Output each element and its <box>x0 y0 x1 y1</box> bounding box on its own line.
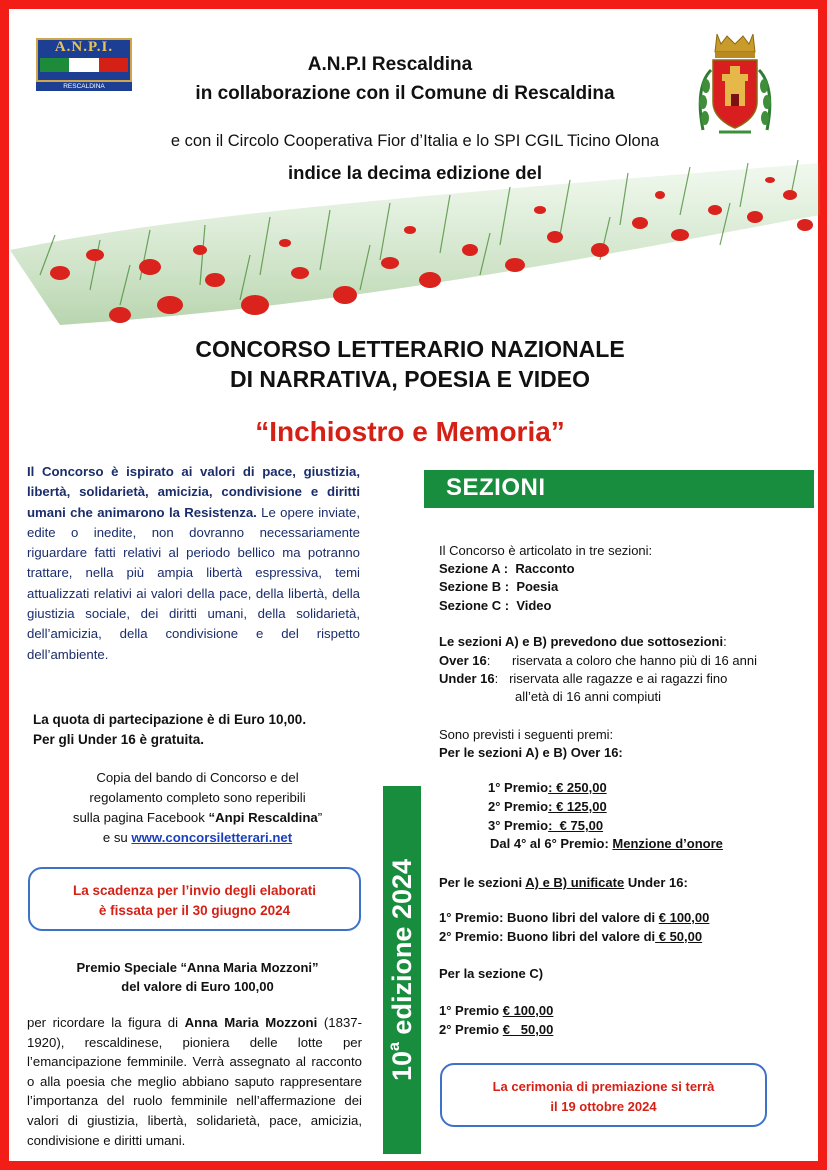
premio-speciale-line-1: Premio Speciale “Anna Maria Mozzoni” <box>76 960 319 975</box>
sezione-c <box>439 597 551 616</box>
ricordo-pre: per ricordare la figura di <box>27 1015 185 1030</box>
sezioni-title: SEZIONI <box>446 474 546 501</box>
header-line-4: indice la decima edizione del <box>288 162 542 183</box>
quota-text <box>33 710 363 750</box>
over16-row <box>439 652 757 671</box>
sezioni-header-bar <box>424 470 814 508</box>
sezione-c-premio-1-row <box>439 1002 553 1021</box>
premio-2-label: 2° Premio <box>488 799 549 814</box>
bando-line-4-pre: e su <box>102 830 132 845</box>
edition-vertical-banner <box>383 786 421 1154</box>
premio-speciale-description <box>27 1013 362 1150</box>
under16-premio-2-row <box>439 928 702 947</box>
cerimonia-line-2: il 19 ottobre 2024 <box>550 1099 657 1114</box>
under16-row <box>439 670 727 689</box>
sezioni-intro: Il Concorso è articolato in tre sezioni: <box>439 543 653 558</box>
premio-speciale-title <box>40 958 355 996</box>
under16-text-2: all’età di 16 anni compiuti <box>515 689 661 704</box>
scadenza-box <box>28 867 361 931</box>
header-line-2: in collaborazione con il Comune di Rescaldina <box>195 83 615 104</box>
anpi-logo-subtitle: RESCALDINA <box>36 82 132 91</box>
ricordo-post: (1837-1920), rescaldinese, pioniera delle lotte per l’emancipazione femminile. Verrà assegnato al racconto o alla poesia che meglio abbiano saputo rappresentare l’importanza del ruolo femminile nell’affermazione dei valori di giustizia, libertà, solidarietà, pace, amicizia, condivisione e diritti umani. <box>27 1015 363 1148</box>
under16-premio-1-value: € 100,00 <box>658 910 710 925</box>
sezione-c-premio-2-label: 2° Premio <box>439 1022 503 1037</box>
premi-ab-title <box>439 744 623 763</box>
over16-text: : riservata a coloro che hanno più di 16 anni <box>486 653 757 668</box>
bando-line-1: Copia del bando di Concorso e del <box>96 770 299 785</box>
bando-line-3-post: ” <box>317 810 323 825</box>
under16-premio-2-label: 2° Premio: Buono libri del valore di <box>439 929 656 944</box>
intro-paragraph <box>27 462 360 665</box>
sezione-c-title-text: Per la sezione C) <box>439 966 544 981</box>
under16-premio-1-label: 1° Premio: Buono libri del valore di <box>439 910 659 925</box>
premi-intro: Sono previsti i seguenti premi: <box>439 727 614 742</box>
sezione-b-value: Poesia <box>516 579 559 594</box>
sezione-c-premio-2-value: € 50,00 <box>502 1022 554 1037</box>
premio-1-label: 1° Premio <box>488 780 549 795</box>
edition-number: 10 <box>387 1050 417 1082</box>
bando-line-2: regolamento completo sono reperibili <box>89 790 306 805</box>
premio-speciale-line-2: del valore di Euro 100,00 <box>121 979 274 994</box>
premio-4-6-row <box>490 835 723 854</box>
scadenza-line-2: è fissata per il 30 giugno 2024 <box>98 903 291 918</box>
bando-info <box>40 768 355 848</box>
sezione-c-premio-1-value: € 100,00 <box>502 1003 554 1018</box>
anpi-logo <box>36 38 132 90</box>
poppy-field-illustration <box>0 155 827 335</box>
premio-1-row <box>488 779 607 798</box>
header-line-3: e con il Circolo Cooperativa Fior d’Italia e lo SPI CGIL Ticino Olona <box>170 132 660 150</box>
under16-label: Under 16 <box>439 671 495 686</box>
sezione-b-label: Sezione B : <box>439 579 510 594</box>
cerimonia-line-1: La cerimonia di premiazione si terrà <box>492 1079 715 1094</box>
premio-3-row <box>488 817 603 836</box>
contest-title-line-2: DI NARRATIVA, POESIA E VIDEO <box>230 366 590 392</box>
quota-line-2: Per gli Under 16 è gratuita. <box>33 732 205 747</box>
sottosezioni-colon: : <box>723 634 727 649</box>
ricordo-name: Anna Maria Mozzoni <box>184 1015 318 1030</box>
premio-4-6-label: Dal 4° al 6° Premio: <box>490 836 613 851</box>
unificate-title <box>439 874 688 893</box>
sezione-c-label: Sezione C : <box>439 598 510 613</box>
bando-line-3 <box>40 808 355 828</box>
premio-4-6-value: Menzione d’onore <box>612 836 723 851</box>
edition-vertical-text <box>386 859 418 1081</box>
under16-text: : riservata alle ragazze e ai ragazzi fino <box>494 671 728 686</box>
sottosezioni-title-text: Le sezioni A) e B) prevedono due sottosezioni <box>439 634 724 649</box>
unificate-title-pre: Per le sezioni <box>439 875 526 890</box>
sezione-c-premio-1-label: 1° Premio <box>439 1003 503 1018</box>
bando-line-3-pre: sulla pagina Facebook <box>72 810 209 825</box>
sezione-a-value: Racconto <box>515 561 575 576</box>
unificate-title-post: Under 16: <box>624 875 688 890</box>
premio-2-row <box>488 798 607 817</box>
anpi-logo-title: A.N.P.I. <box>54 39 114 55</box>
sezione-c-premio-2-row <box>439 1021 553 1040</box>
intro-bold-text: Il Concorso è ispirato ai valori di pace, giustizia, libertà, solidarietà, amicizia, condivisione e diritti umani che animarono la Resistenza. <box>27 464 360 520</box>
scadenza-line-1: La scadenza per l’invio degli elaborati <box>72 883 317 898</box>
header-line-1: A.N.P.I Rescaldina <box>307 54 473 75</box>
under16-premio-1-row <box>439 909 709 928</box>
intro-text: Le opere inviate, edite o inedite, non dovranno necessariamente riguardare fatti relativi al periodo bellico ma potranno trattare, nella più ampia libertà espressiva, temi attualizzati relativi ai valori della pace, della libertà, della giustizia sociale, dei diritti umani, della solidarietà, dell’amicizia, della condivisione e del rispetto dell’ambiente. <box>27 504 360 662</box>
premio-3-label: 3° Premio <box>488 818 549 833</box>
sezione-c-value: Video <box>516 598 552 613</box>
quota-line-1: La quota di partecipazione è di Euro 10,00. <box>33 712 307 727</box>
sezione-b <box>439 578 558 597</box>
concorsi-letterari-link[interactable]: www.concorsiletterari.net <box>131 830 293 845</box>
contest-title-line-1: CONCORSO LETTERARIO NAZIONALE <box>195 336 625 362</box>
sezione-a-label: Sezione A : <box>439 561 509 576</box>
under16-premio-2-value: € 50,00 <box>655 929 703 944</box>
sezione-a <box>439 560 575 579</box>
cerimonia-text <box>442 1077 765 1117</box>
edition-rest: edizione 2024 <box>387 858 417 1043</box>
contest-title <box>100 334 720 394</box>
premio-3-value: : € 75,00 <box>548 818 604 833</box>
unificate-title-underlined: A) e B) unificate <box>525 875 625 890</box>
cerimonia-box <box>440 1063 767 1127</box>
bando-line-4 <box>40 828 355 848</box>
rescaldina-crest-icon <box>697 30 773 138</box>
premio-2-value: : € 125,00 <box>548 799 607 814</box>
scadenza-text <box>30 881 359 921</box>
contest-name: “Inchiostro e Memoria” <box>255 416 565 447</box>
sottosezioni-title <box>439 633 727 652</box>
facebook-page-name: “Anpi Rescaldina <box>208 810 318 825</box>
edition-superscript: a <box>386 1042 403 1051</box>
italian-flag-icon <box>40 58 128 72</box>
over16-label: Over 16 <box>439 653 487 668</box>
premio-1-value: : € 250,00 <box>548 780 607 795</box>
premi-ab-title-text: Per le sezioni A) e B) Over 16: <box>439 745 623 760</box>
sezione-c-title <box>439 965 543 984</box>
